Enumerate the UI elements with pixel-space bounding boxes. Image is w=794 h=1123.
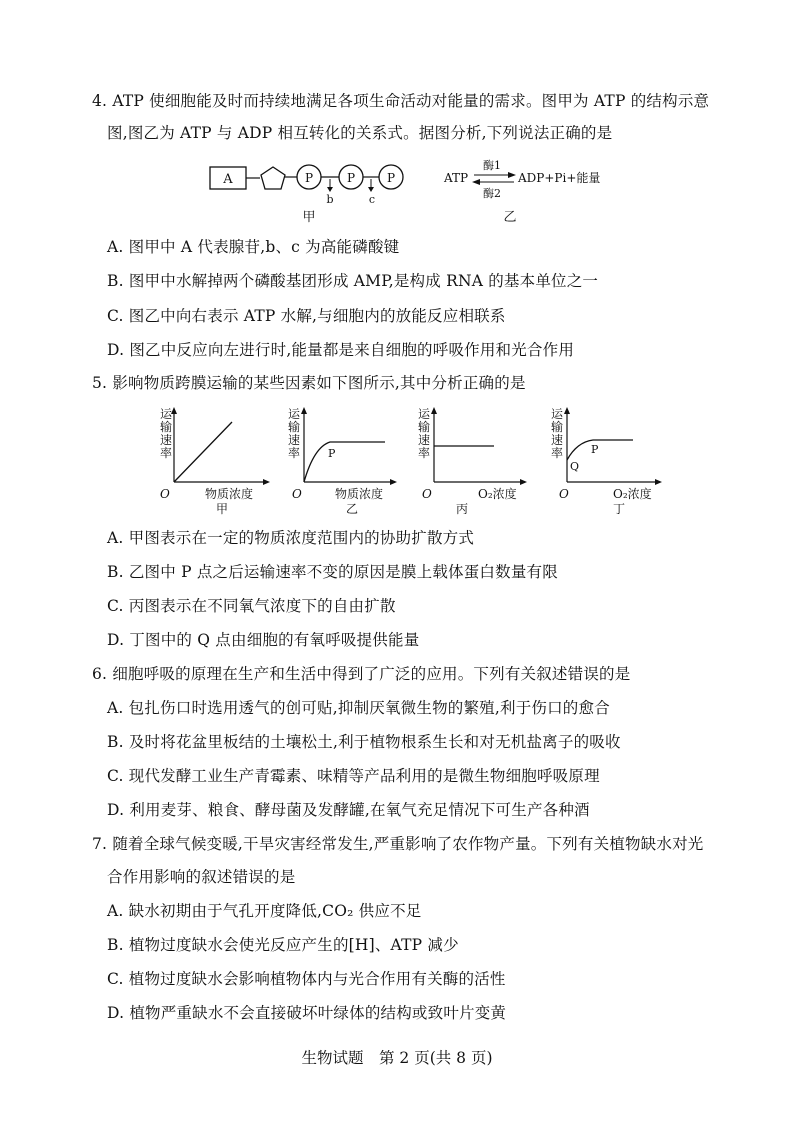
caption-jia: 甲 [216,502,229,515]
q7-option-b[interactable]: B. 植物过度缺水会使光反应产生的[H]、ATP 减少 [107,936,459,954]
curve-plateau [304,442,385,482]
adp-label: ADP+Pi+能量 [518,171,601,185]
p3-label: P [386,171,396,185]
ylabel-char: 速 [160,433,173,447]
q6-option-d[interactable]: D. 利用麦芽、粮食、酵母菌及发酵罐,在氧气充足情况下可生产各种酒 [107,801,590,819]
ylabel-char: 速 [418,433,431,447]
q5-chart-ding [545,405,670,515]
q5-option-a[interactable]: A. 甲图表示在一定的物质浓度范围内的协助扩散方式 [107,529,475,547]
xlabel-yi: 物质浓度 [335,487,384,501]
enzyme2-label: 酶2 [483,187,501,200]
q6-stem: 6. 细胞呼吸的原理在生产和生活中得到了广泛的应用。下列有关叙述错误的是 [92,665,631,683]
ylabel-char: 输 [288,420,301,434]
curve-linear [174,422,232,482]
ylabel-char: 运 [551,407,564,421]
curve-plateau-offset [567,440,633,460]
ribose-pentagon [261,167,285,189]
ylabel-jia [160,407,173,460]
q6-option-a[interactable]: A. 包扎伤口时选用透气的创可贴,抑制厌氧微生物的繁殖,利于伤口的愈合 [107,699,610,717]
point-p-ding: P [591,443,599,456]
q4-figure-jia [205,155,420,227]
q4-option-d[interactable]: D. 图乙中反应向左进行时,能量都是来自细胞的呼吸作用和光合作用 [107,341,575,359]
box-label: A [223,172,233,187]
origin-yi: O [292,487,302,501]
ylabel-char: 输 [551,420,564,434]
q4-stem-line1: 4. ATP 使细胞能及时而持续地满足各项生命活动对能量的需求。图甲为 ATP 的结构示意 [92,92,710,110]
q7-stem-line1: 7. 随着全球气候变暖,干旱灾害经常发生,严重影响了农作物产量。下列有关植物缺水对光 [92,835,704,853]
enzyme1-label: 酶1 [483,159,501,172]
ylabel-char: 输 [160,420,173,434]
point-p-yi: P [328,447,336,460]
xlabel-bing: O₂浓度 [478,487,517,501]
caption-jia: 甲 [302,210,316,225]
q4-stem-line2: 图,图乙为 ATP 与 ADP 相互转化的关系式。据图分析,下列说法正确的是 [107,124,613,142]
ylabel-char: 运 [288,407,301,421]
q7-option-a[interactable]: A. 缺水初期由于气孔开度降低,CO₂ 供应不足 [107,902,422,920]
xlabel-ding: O₂浓度 [613,487,652,501]
q5-chart-jia [150,405,275,515]
caption-yi: 乙 [346,502,359,515]
atp-label: ATP [444,171,469,185]
ylabel-char: 率 [288,446,301,460]
q7-option-c[interactable]: C. 植物过度缺水会影响植物体内与光合作用有关酶的活性 [107,970,506,988]
ylabel-char: 速 [551,433,564,447]
origin-jia: O [160,487,170,501]
caption-bing: 丙 [456,502,469,515]
origin-bing: O [422,487,432,501]
q4-option-c[interactable]: C. 图乙中向右表示 ATP 水解,与细胞内的放能反应相联系 [107,307,506,325]
ylabel-char: 率 [551,446,564,460]
ylabel-char: 输 [418,420,431,434]
q4-option-b[interactable]: B. 图甲中水解掉两个磷酸基团形成 AMP,是构成 RNA 的基本单位之一 [107,272,599,290]
q6-option-c[interactable]: C. 现代发酵工业生产青霉素、味精等产品利用的是微生物细胞呼吸原理 [107,767,600,785]
caption-yi: 乙 [503,210,517,225]
p2-label: P [346,171,356,185]
caption-ding: 丁 [613,502,626,515]
q7-option-d[interactable]: D. 植物严重缺水不会直接破坏叶绿体的结构或致叶片变黄 [107,1004,507,1022]
q5-option-c[interactable]: C. 丙图表示在不同氧气浓度下的自由扩散 [107,597,396,615]
ylabel-char: 率 [160,446,173,460]
label-c: c [368,193,376,206]
xlabel-jia: 物质浓度 [205,487,254,501]
label-b: b [326,193,334,206]
point-q-ding: Q [570,460,580,473]
ylabel-bing [418,407,431,460]
ylabel-ding [551,407,564,460]
q7-stem-line2: 合作用影响的叙述错误的是 [107,868,296,886]
ylabel-yi [288,407,301,460]
q6-option-b[interactable]: B. 及时将花盆里板结的土壤松土,利于植物根系生长和对无机盐离子的吸收 [107,733,621,751]
q5-option-b[interactable]: B. 乙图中 P 点之后运输速率不变的原因是膜上载体蛋白数量有限 [107,563,558,581]
p1-label: P [304,171,314,185]
page-footer: 生物试题 第 2 页(共 8 页) [301,1049,493,1067]
q5-stem: 5. 影响物质跨膜运输的某些因素如下图所示,其中分析正确的是 [92,374,526,392]
ylabel-char: 运 [418,407,431,421]
ylabel-char: 速 [288,433,301,447]
q4-option-a[interactable]: A. 图甲中 A 代表腺苷,b、c 为高能磷酸键 [107,238,400,256]
q4-figure-yi [440,155,620,227]
q5-option-d[interactable]: D. 丁图中的 Q 点由细胞的有氧呼吸提供能量 [107,631,420,649]
q5-chart-yi [280,405,405,515]
q5-chart-bing [410,405,535,515]
ylabel-char: 运 [160,407,173,421]
origin-ding: O [559,487,569,501]
ylabel-char: 率 [418,446,431,460]
